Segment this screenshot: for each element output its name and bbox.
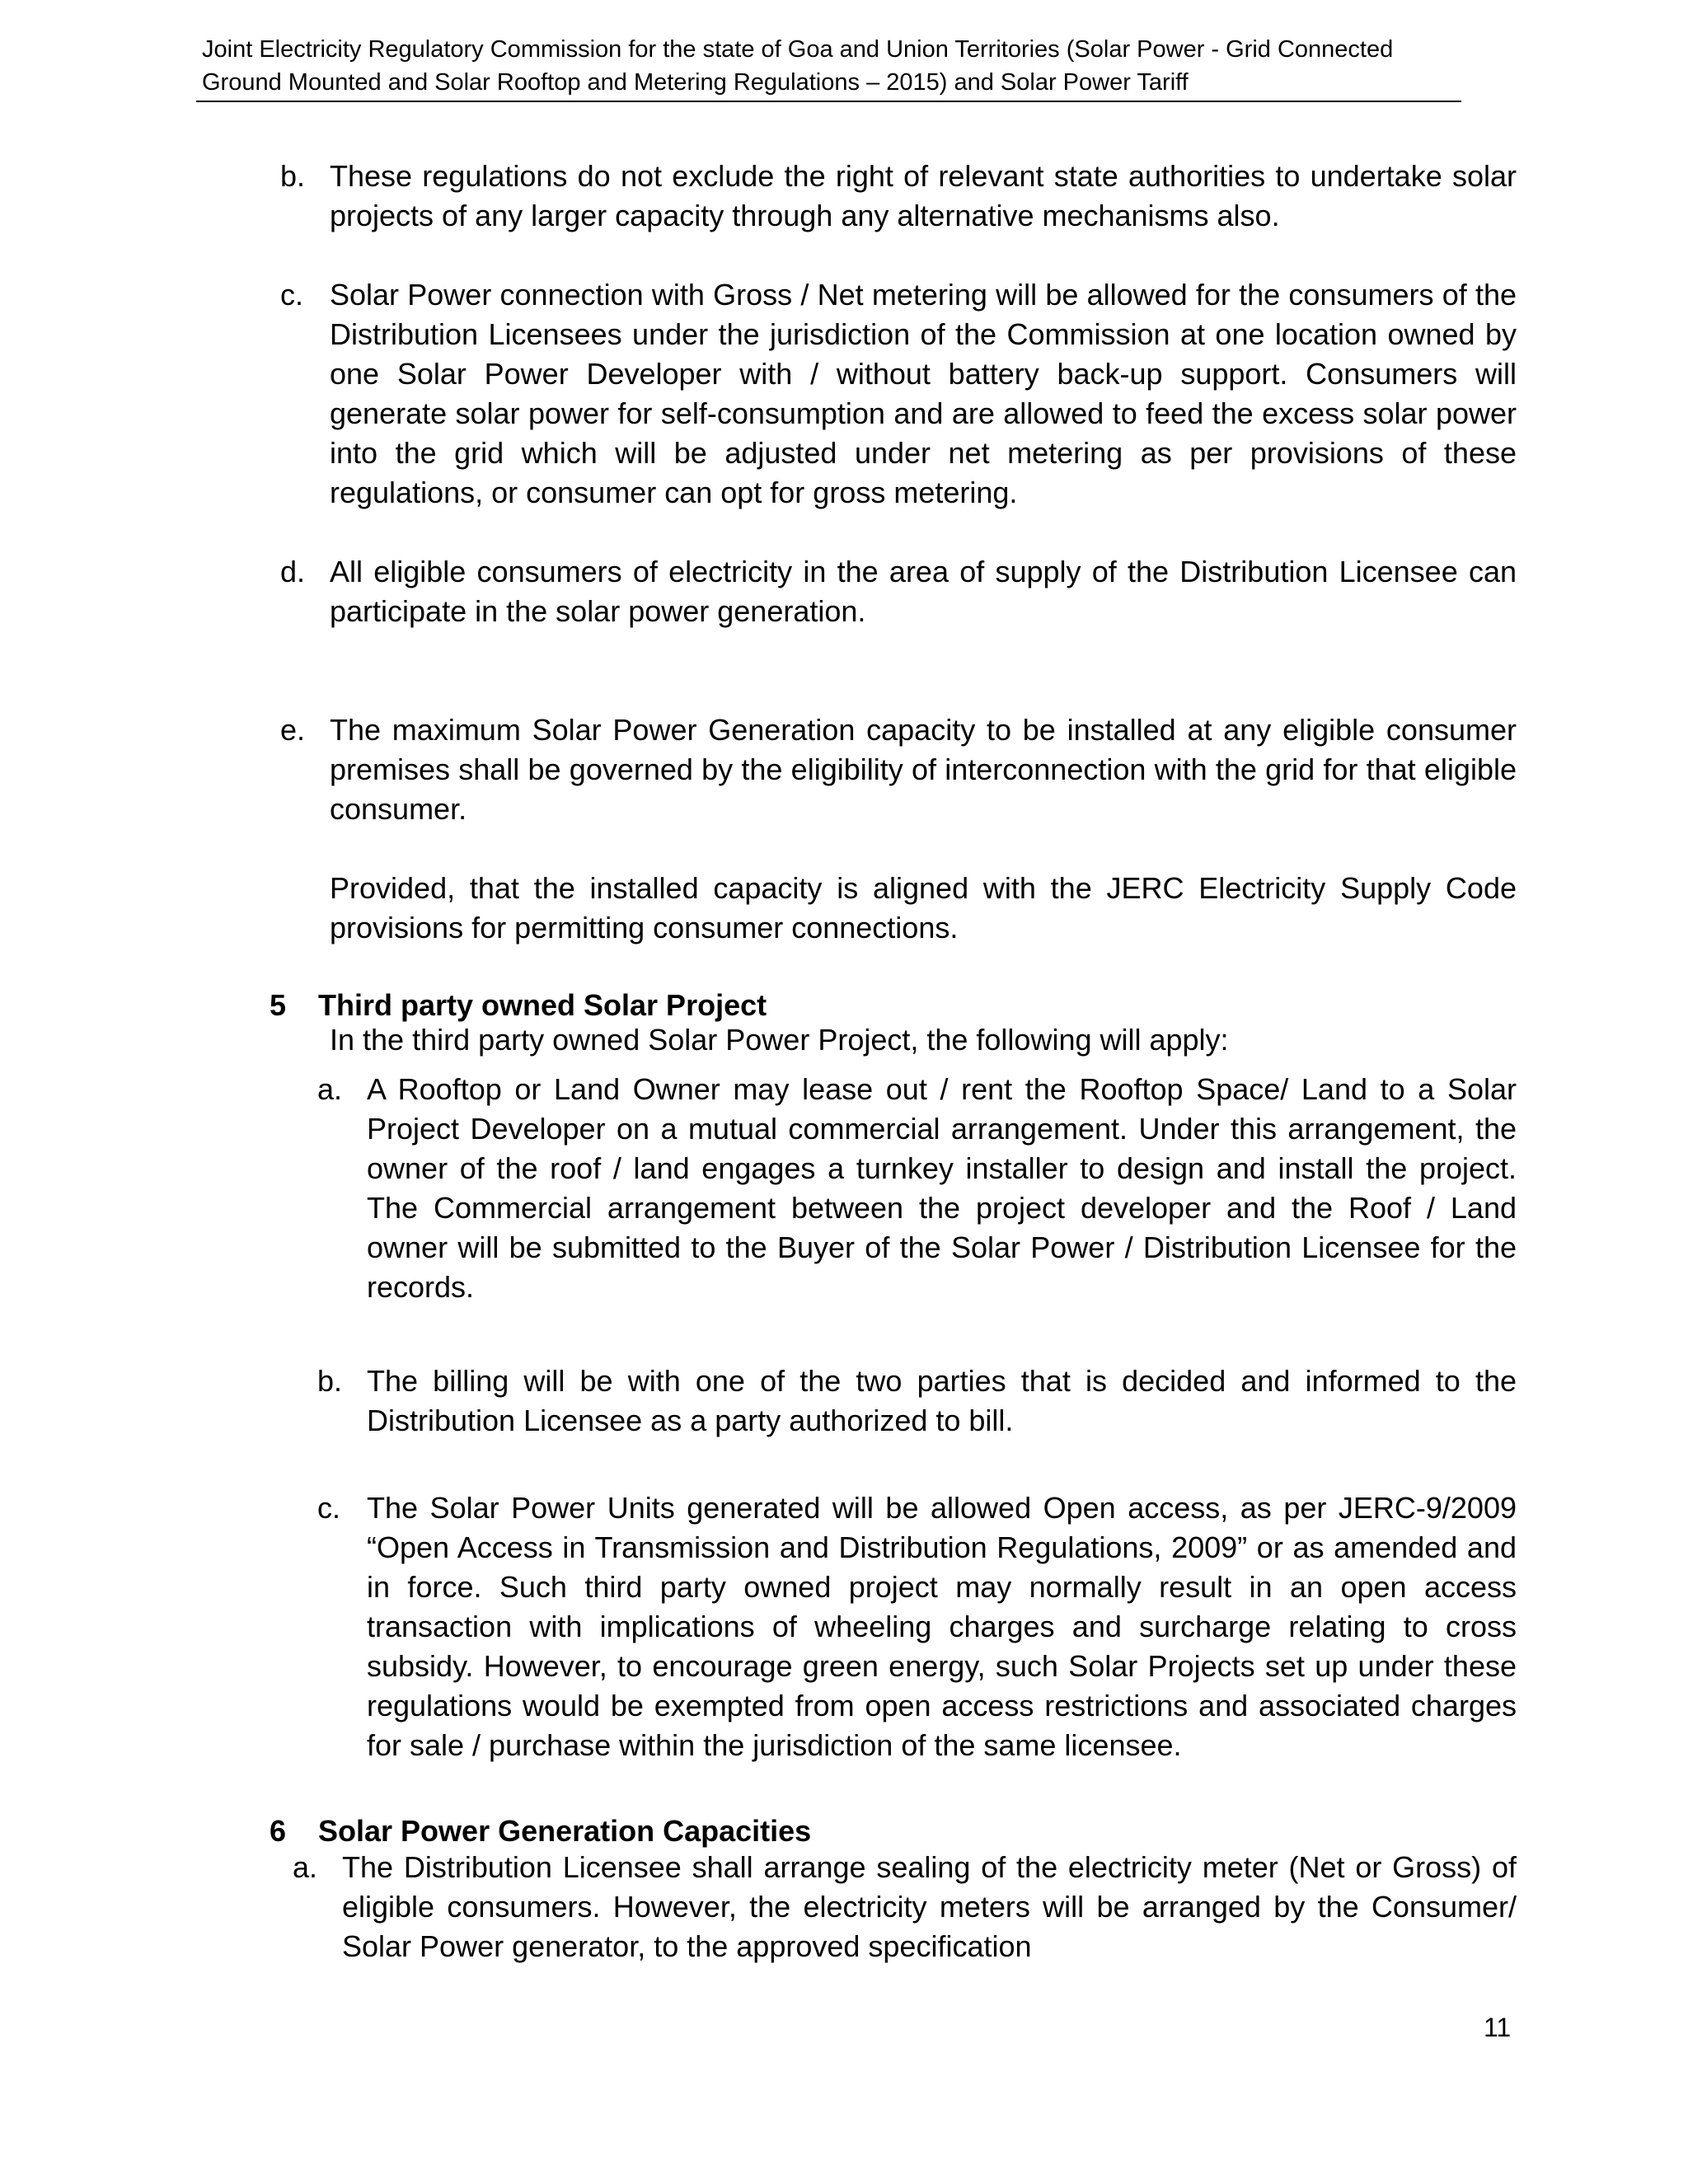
- clause-b: [280, 157, 1517, 236]
- item-label: a.: [293, 1850, 318, 1884]
- item-label: c.: [317, 1491, 341, 1525]
- clause-text: Solar Power connection with Gross / Net metering will be allowed for the consumers of the Distribution Licensees under the jurisdiction of the Commission at one location owned by one Solar Power Developer with / without battery back-up support. Consumers will generate solar power for self-consumption and are allowed to feed the excess solar power into the grid which will be adjusted under net metering as per provisions of these regulations, or consumer can opt for gross metering.: [330, 278, 1517, 509]
- proviso: [330, 869, 1517, 948]
- proviso-text: Provided, that the installed capacity is aligned with the JERC Electricity Supply Code provisions for permitting consumer connections.: [330, 871, 1517, 944]
- item-text: A Rooftop or Land Owner may lease out / rent the Rooftop Space/ Land to a Solar Project Developer on a mutual commercial arrangement. Under this arrangement, the owner of the roof / land engages a turnkey installer to design and install the project. The Commercial arrangement between the project developer and the Roof / Land owner will be submitted to the Buyer of the Solar Power / Distribution Licensee for the records.: [367, 1072, 1517, 1304]
- item-text: The billing will be with one of the two parties that is decided and informed to the Distribution Licensee as a party authorized to bill.: [367, 1364, 1517, 1437]
- section-title: Solar Power Generation Capacities: [318, 1814, 812, 1848]
- running-header: Joint Electricity Regulatory Commission for the state of Goa and Union Territories (Solar Power - Grid Connected Ground Mounted and Solar Rooftop and Metering Regulations – 2015) and Solar Power Tariff: [202, 36, 1394, 96]
- clause-label: e.: [280, 713, 306, 747]
- header-divider: [196, 101, 1461, 102]
- section6-item-a: [293, 1848, 1517, 1966]
- section5-item-c: [317, 1488, 1517, 1765]
- clause-label: c.: [280, 278, 304, 312]
- section5-item-b: [317, 1361, 1517, 1441]
- item-label: a.: [317, 1072, 343, 1106]
- section-number: 6: [270, 1814, 287, 1848]
- item-label: b.: [317, 1364, 343, 1398]
- clause-label: b.: [280, 159, 306, 193]
- item-text: The Solar Power Units generated will be allowed Open access, as per JERC-9/2009 “Open Access in Transmission and Distribution Regulations, 2009” or as amended and in force. Such third party owned project may normally result in an open access transaction with implications of wheeling charges and surcharge relating to cross subsidy. However, to encourage green energy, such Solar Projects set up under these regulations would be exempted from open access restrictions and associated charges for sale / purchase within the jurisdiction of the same licensee.: [367, 1491, 1517, 1762]
- clause-text: All eligible consumers of electricity in the area of supply of the Distribution Licensee can participate in the solar power generation.: [330, 555, 1517, 628]
- section-number: 5: [270, 988, 287, 1022]
- clause-text: These regulations do not exclude the right of relevant state authorities to undertake solar projects of any larger capacity through any alternative mechanisms also.: [330, 159, 1517, 232]
- section-intro: In the third party owned Solar Power Project, the following will apply:: [330, 1023, 1229, 1057]
- section-title: Third party owned Solar Project: [318, 988, 767, 1022]
- clause-c: [280, 275, 1517, 513]
- page-number: 11: [1484, 2013, 1512, 2042]
- clause-d: [280, 552, 1517, 631]
- clause-text: The maximum Solar Power Generation capacity to be installed at any eligible consumer premises shall be governed by the eligibility of interconnection with the grid for that eligible consumer.: [330, 713, 1517, 826]
- clause-label: d.: [280, 555, 306, 588]
- clause-e: [280, 710, 1517, 829]
- section5-item-a: [317, 1070, 1517, 1307]
- item-text: The Distribution Licensee shall arrange sealing of the electricity meter (Net or Gross) of eligible consumers. However, the electricity meters will be arranged by the Consumer/ Solar Power generator, to the approved specification: [342, 1850, 1517, 1963]
